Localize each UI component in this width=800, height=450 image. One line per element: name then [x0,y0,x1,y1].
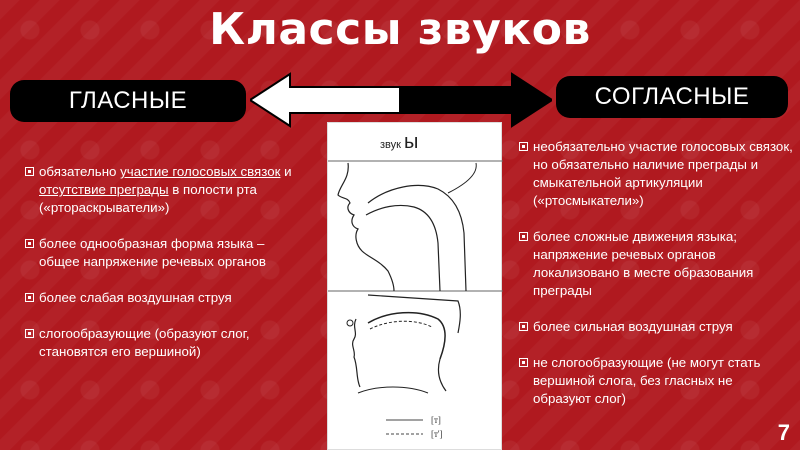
checkbox-bullet-icon [519,358,528,367]
list-item: слогообразующие (образуют слог, становятся его вершиной) [25,325,305,361]
checkbox-bullet-icon [25,239,34,248]
page-number: 7 [777,420,790,445]
list-item: обязательно участие голосовых связок и отсутствие преграды в полости рта («рторaскрыватели») [25,163,305,217]
vowels-heading: ГЛАСНЫЕ [12,82,244,120]
articulation-figure [327,122,502,450]
figure-label: звук ы [380,131,419,153]
list-item: более сильная воздушная струя [519,318,794,336]
list-item: не слогообразующие (не могут стать вершиной слога, без гласных не образуют слог) [519,354,794,408]
list-item: более слабая воздушная струя [25,289,305,307]
consonants-heading: СОГЛАСНЫЕ [558,78,786,116]
checkbox-bullet-icon [519,232,528,241]
checkbox-bullet-icon [25,293,34,302]
vowels-list [25,163,305,361]
checkbox-bullet-icon [519,142,528,151]
list-item: более однообразная форма языка – общее напряжение речевых органов [25,235,305,271]
slide-title: Классы звуков [209,4,591,55]
checkbox-bullet-icon [519,322,528,331]
articulation-diagram [328,123,503,450]
consonants-list [519,138,794,408]
list-item: необязательно участие голосовых связок, но обязательно наличие преграды и смыкательной артикуляции («ртосмыкатели») [519,138,794,210]
list-item: более сложные движения языка; напряжение речевых органов локализовано в месте образования преграды [519,228,794,300]
double-arrow-icon [250,72,552,128]
checkbox-bullet-icon [25,167,34,176]
legend-t: [т] [431,415,441,425]
legend-t-soft: [т'] [431,429,443,439]
checkbox-bullet-icon [25,329,34,338]
